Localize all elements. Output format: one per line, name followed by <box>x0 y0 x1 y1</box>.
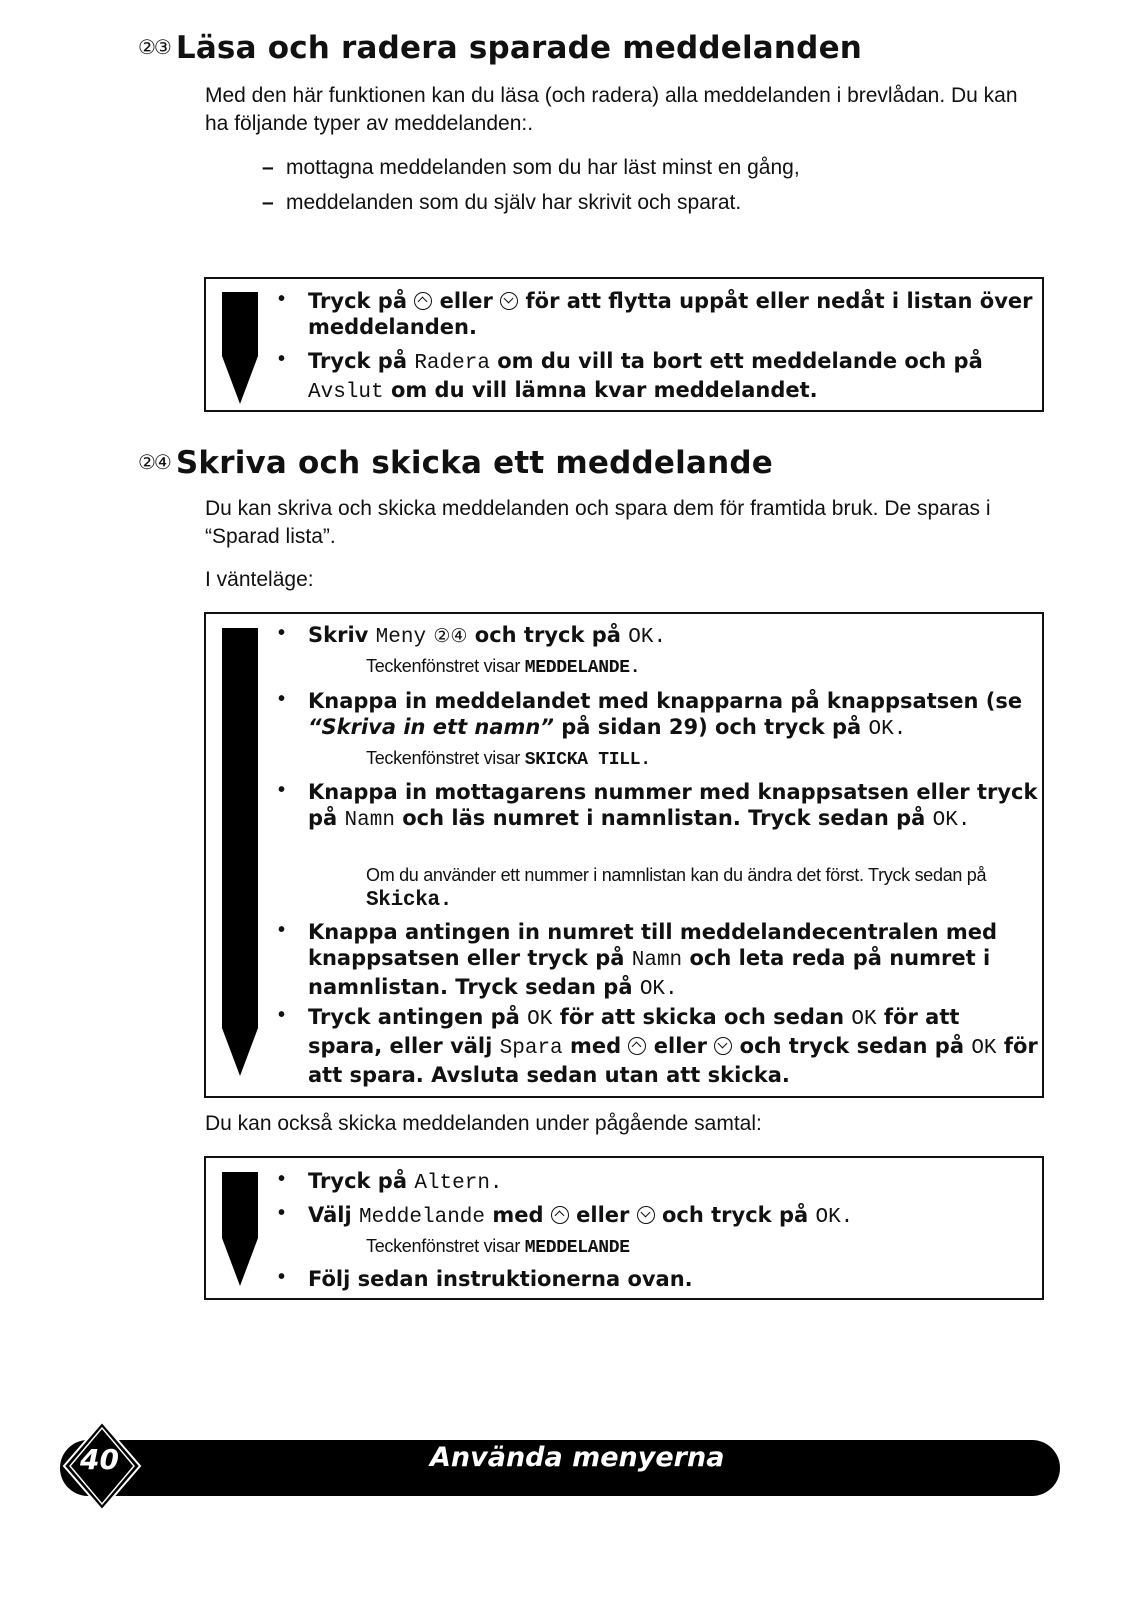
display-note: Om du använder ett nummer i namnlistan kan du ändra det först. Tryck sedan på Skicka. <box>366 865 987 912</box>
instruction-bullet: • Tryck på Radera om du vill ta bort ett meddelande och på Avslut om du vill lämna kvar meddelandet. <box>278 348 983 404</box>
scroll-up-icon <box>628 1037 646 1055</box>
scroll-up-icon <box>414 292 432 310</box>
section2-intro: Du kan skriva och skicka meddelanden och spara dem för framtida bruk. De sparas i “Sparad lista”. <box>205 497 991 548</box>
menu-keys-23: ②③ <box>138 35 170 59</box>
instruction-bullet: • Knappa in meddelandet med knapparna på knappsatsen (se “Skriva in ett namn” på sidan 29) och tryck på OK. <box>278 688 1023 741</box>
scroll-up-icon <box>551 1206 569 1224</box>
chapter-title: Använda menyerna <box>430 1442 725 1473</box>
standby-label: I vänteläge: <box>205 568 314 591</box>
list-item: – meddelanden som du själv har skrivit och sparat. <box>262 191 742 214</box>
instruction-bullet: • Tryck antingen på OK för att skicka och sedan OK för att spara, eller välj Spara med eller och tryck sedan på OK för att spara. Avsluta sedan utan att skicka. <box>278 1004 1038 1087</box>
display-note: Teckenfönstret visar MEDDELANDE. <box>366 656 641 678</box>
instruction-bullet: • Välj Meddelande med eller och tryck på OK. <box>278 1202 854 1229</box>
scroll-down-icon <box>500 292 518 310</box>
softkey-avslut: Avslut <box>308 381 384 404</box>
page-number: 40 <box>80 1443 119 1476</box>
section-heading-write-send: ②④ Skriva och skicka ett meddelande <box>138 445 773 481</box>
instruction-bullet: • Knappa in mottagarens nummer med knappsatsen eller tryck på Namn och läs numret i namnlistan. Tryck sedan på OK. <box>278 779 1038 832</box>
during-call-intro: Du kan också skicka meddelanden under pågående samtal: <box>205 1112 762 1135</box>
section1-intro: Med den här funktionen kan du läsa (och radera) alla meddelanden i brevlådan. Du kan ha följande typer av meddelanden:. <box>205 84 1018 135</box>
display-note: Teckenfönstret visar MEDDELANDE <box>366 1236 630 1258</box>
instruction-bullet: • Tryck på eller för att flytta uppåt eller nedåt i listan över meddelanden. <box>278 288 1033 339</box>
scroll-down-icon <box>637 1206 655 1224</box>
instruction-bullet: • Tryck på Altern. <box>278 1168 503 1195</box>
instruction-bullet: • Följ sedan instruktionerna ovan. <box>278 1266 693 1291</box>
instruction-bullet: • Knappa antingen in numret till meddelandecentralen med knappsatsen eller tryck på Namn och leta reda på numret i namnlistan. Tryck sedan på OK. <box>278 919 998 1001</box>
menu-keys-24: ②④ <box>138 450 170 474</box>
softkey-radera: Radera <box>414 352 490 375</box>
display-note: Teckenfönstret visar SKICKA TILL. <box>366 748 651 770</box>
scroll-down-icon <box>714 1037 732 1055</box>
instruction-bullet: • Skriv Meny ②④ och tryck på OK. <box>278 622 667 649</box>
section-heading-read-delete: ②③ Läsa och radera sparade meddelanden <box>138 30 863 66</box>
list-item: – mottagna meddelanden som du har läst minst en gång, <box>262 156 800 179</box>
